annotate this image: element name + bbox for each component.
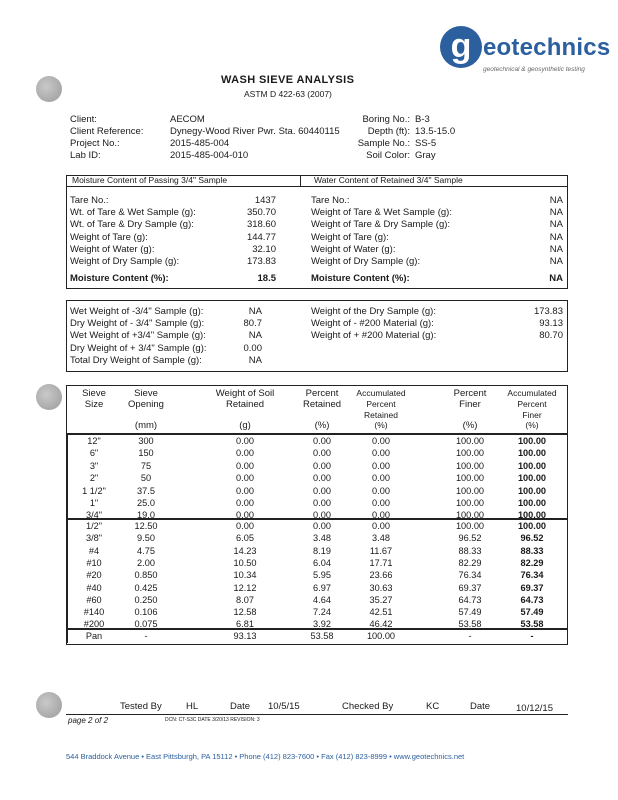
sieve-cell: 12.12 xyxy=(233,582,257,593)
sieve-header-cell: (%) xyxy=(314,420,330,432)
sieve-cell: 88.33 xyxy=(520,545,544,556)
sieve-cell: 100.00 xyxy=(517,473,547,484)
sieve-header-cell: Sieve xyxy=(134,388,158,399)
sieve-cell: 3/8" xyxy=(85,533,103,544)
sieve-header-cell: Accumulated xyxy=(507,388,557,398)
moisture-right-label: Weight of Water (g): xyxy=(311,243,396,255)
sieve-cell: 100.00 xyxy=(455,498,485,508)
sieve-cell: #20 xyxy=(86,570,102,581)
client-value: AECOM xyxy=(170,114,205,125)
sieve-header-cell: Sieve xyxy=(82,388,106,399)
sieve-header-cell: Weight of Soil xyxy=(215,388,275,399)
sieve-cell: 0.00 xyxy=(236,473,254,484)
moisture-right-label: Weight of Tare & Wet Sample (g): xyxy=(311,207,452,219)
sieve-cell: #4 xyxy=(88,545,100,556)
sieve-cell: 0.075 xyxy=(134,619,158,630)
moisture-right-total-label: Moisture Content (%): xyxy=(311,273,410,284)
sieve-header-cell: Opening xyxy=(128,398,164,410)
moisture-left-value: 350.70 xyxy=(246,207,276,219)
sieve-cell: 64.73 xyxy=(520,594,544,605)
sieve-cell: 6" xyxy=(89,448,99,459)
punch-hole-top xyxy=(36,76,62,102)
soil-color-value: Gray xyxy=(415,150,436,161)
sample-value: SS-5 xyxy=(415,138,437,149)
boring-label: Boring No.: xyxy=(362,114,410,125)
sieve-header-cell: Percent xyxy=(517,398,547,409)
sieve-cell: 0.00 xyxy=(372,436,390,446)
weights-left-value: NA xyxy=(248,330,262,342)
date-value-2: 10/12/15 xyxy=(516,703,553,714)
sieve-cell: 4.64 xyxy=(313,594,331,605)
sieve-cell: 100.00 xyxy=(517,485,547,496)
weights-left-value: NA xyxy=(248,354,262,366)
moisture-left-value: 318.60 xyxy=(246,219,276,231)
depth-label: Depth (ft): xyxy=(367,126,410,137)
weights-left-label: Wet Weight of +3/4" Sample (g): xyxy=(70,330,206,342)
sieve-cell: 57.49 xyxy=(520,607,544,618)
weights-right-label: Weight of - #200 Material (g): xyxy=(311,318,434,330)
sieve-cell: 2" xyxy=(89,473,99,484)
sieve-cell: 6.97 xyxy=(313,582,331,593)
moisture-left-label: Tare No.: xyxy=(70,195,109,206)
sieve-cell: 100.00 xyxy=(455,460,485,471)
sieve-cell: 0.00 xyxy=(313,510,331,521)
moisture-right-label: Tare No.: xyxy=(311,195,350,206)
sieve-cell: 100.00 xyxy=(455,521,485,531)
sieve-cell: 82.29 xyxy=(520,557,544,568)
sieve-cell: 0.00 xyxy=(313,521,331,531)
sieve-cell: 1 1/2" xyxy=(82,485,106,496)
sieve-cell: 96.52 xyxy=(520,533,544,544)
moisture-left-value: 144.77 xyxy=(246,231,276,243)
sieve-cell: 0.00 xyxy=(372,498,390,508)
sieve-header-cell: Percent xyxy=(305,388,339,399)
sieve-cell: 100.00 xyxy=(517,460,547,471)
sieve-cell: 96.52 xyxy=(458,533,482,544)
sieve-cell: 100.00 xyxy=(455,473,485,484)
project-value: 2015-485-004 xyxy=(170,138,230,149)
sieve-cell: 10.34 xyxy=(233,570,257,581)
sieve-cell: 0.00 xyxy=(313,473,331,484)
sieve-cell: #40 xyxy=(86,582,102,593)
sieve-header-cell: (%) xyxy=(525,420,539,431)
sieve-cell: 30.63 xyxy=(369,582,393,593)
sieve-header-cell: Finer xyxy=(522,409,542,420)
sieve-cell: 88.33 xyxy=(458,545,482,556)
sieve-cell: 0.850 xyxy=(134,570,158,581)
sieve-cell: 0.00 xyxy=(236,521,254,531)
sieve-cell: 7.24 xyxy=(313,607,331,618)
sieve-cell: 11.67 xyxy=(369,545,393,556)
client-ref-label: Client Reference: xyxy=(70,126,144,137)
sieve-cell: - xyxy=(468,631,472,641)
soil-color-label: Soil Color: xyxy=(366,150,410,161)
moisture-right-total-value: NA xyxy=(549,273,563,284)
sieve-cell: 0.00 xyxy=(372,448,390,459)
logo-wordmark: eotechnics xyxy=(483,34,611,61)
moisture-right-value: NA xyxy=(549,195,563,206)
sieve-cell: 300 xyxy=(138,436,154,446)
sieve-header-cell: (%) xyxy=(462,420,478,432)
checked-by-value: KC xyxy=(426,701,440,712)
sieve-cell: 100.00 xyxy=(517,498,547,508)
moisture-header-divider xyxy=(67,186,567,187)
sieve-cell: 100.00 xyxy=(366,631,396,641)
sieve-cell: 0.00 xyxy=(236,448,254,459)
moisture-right-value: NA xyxy=(549,219,563,231)
sieve-cell: 19.0 xyxy=(137,510,155,521)
sieve-cell: 0.00 xyxy=(236,510,254,521)
sieve-cell: 37.5 xyxy=(137,485,155,496)
sieve-cell: 6.05 xyxy=(236,533,254,544)
weights-left-value: 0.00 xyxy=(243,342,262,354)
sieve-cell: 0.00 xyxy=(236,498,254,508)
sieve-cell: 0.425 xyxy=(134,582,158,593)
sieve-cell: 0.00 xyxy=(313,448,331,459)
sieve-cell: 10.50 xyxy=(233,557,257,568)
sieve-header-divider xyxy=(66,433,567,435)
moisture-right-value: NA xyxy=(549,207,563,219)
sieve-cell: 8.07 xyxy=(236,594,254,605)
sieve-cell: 0.00 xyxy=(313,498,331,508)
sieve-header-cell: (%) xyxy=(374,420,388,431)
sieve-cell: 3.92 xyxy=(313,619,331,630)
sieve-cell: 23.66 xyxy=(369,570,393,581)
sieve-cell: 64.73 xyxy=(458,594,482,605)
date-value-1: 10/5/15 xyxy=(268,701,300,712)
sieve-cell: 6.81 xyxy=(236,619,254,630)
sieve-cell: 42.51 xyxy=(369,607,393,618)
sieve-cell: 100.00 xyxy=(517,510,547,521)
moisture-left-title: Moisture Content of Passing 3/4" Sample xyxy=(72,175,228,185)
sieve-cell: 0.00 xyxy=(372,485,390,496)
depth-value: 13.5-15.0 xyxy=(415,126,456,137)
sieve-cell: 5.95 xyxy=(313,570,331,581)
moisture-left-label: Weight of Dry Sample (g): xyxy=(70,256,180,267)
sieve-header-cell: (g) xyxy=(239,420,251,432)
sample-label: Sample No.: xyxy=(357,138,410,149)
sieve-cell: 0.250 xyxy=(134,594,158,605)
page-number: page 2 of 2 xyxy=(68,716,109,725)
sieve-cell: 100.00 xyxy=(455,510,485,521)
sieve-cell: 100.00 xyxy=(517,436,547,446)
moisture-left-label: Wt. of Tare & Dry Sample (g): xyxy=(70,219,194,231)
moisture-right-value: NA xyxy=(549,243,563,255)
weights-left-label: Dry Weight of - 3/4" Sample (g): xyxy=(70,318,205,330)
sieve-cell: 100.00 xyxy=(455,485,485,496)
sieve-cell: 0.00 xyxy=(372,460,390,471)
tested-by-label: Tested By xyxy=(120,701,162,712)
weights-right-value: 80.70 xyxy=(539,330,563,342)
moisture-left-total-label: Moisture Content (%): xyxy=(70,273,169,284)
sieve-cell: 53.58 xyxy=(310,631,334,641)
client-label: Client: xyxy=(70,114,97,125)
sieve-cell: 100.00 xyxy=(517,448,547,459)
lab-id-value: 2015-485-004-010 xyxy=(170,150,249,161)
page-title: WASH SIEVE ANALYSIS xyxy=(221,74,355,86)
tested-by-value: HL xyxy=(186,701,199,712)
sieve-cell: 6.04 xyxy=(313,557,331,568)
sieve-header-cell: Accumulated xyxy=(356,388,406,398)
sieve-cell: 0.00 xyxy=(313,460,331,471)
sieve-cell: 35.27 xyxy=(369,594,393,605)
sieve-cell: 0.00 xyxy=(236,485,254,496)
punch-hole-bottom xyxy=(36,692,62,718)
moisture-left-value: 32.10 xyxy=(252,243,276,255)
sieve-cell: 3.48 xyxy=(313,533,331,544)
sieve-cell: 93.13 xyxy=(233,631,257,641)
sieve-cell: 0.00 xyxy=(372,510,390,521)
weights-right-label: Weight of the Dry Sample (g): xyxy=(311,306,436,317)
company-address: 544 Braddock Avenue • East Pittsburgh, PA 15112 • Phone (412) 823-7600 • Fax (412) 823-8999 • www.geotechnics.net xyxy=(66,752,465,761)
sieve-header-cell: Percent xyxy=(366,398,396,409)
weights-left-value: NA xyxy=(248,306,262,317)
document-code: DCN: CT-S3C DATE 3/20/13 REVISION: 3 xyxy=(165,717,260,723)
weights-left-value: 80.7 xyxy=(243,318,262,330)
footer-rule xyxy=(66,714,568,715)
client-ref-value: Dynegy-Wood River Pwr. Sta. 60440115 xyxy=(170,126,340,137)
sieve-header-cell: Size xyxy=(84,398,104,410)
sieve-cell: #60 xyxy=(86,594,102,605)
sieve-header-cell: Percent xyxy=(453,388,487,399)
sieve-cell: 8.19 xyxy=(313,545,331,556)
moisture-left-value: 173.83 xyxy=(246,256,276,267)
weights-right-label: Weight of + #200 Material (g): xyxy=(311,330,437,342)
sieve-cell: 12.58 xyxy=(233,607,257,618)
weights-right-value: 93.13 xyxy=(539,318,563,330)
sieve-cell: 69.37 xyxy=(520,582,544,593)
sieve-cell: 0.00 xyxy=(236,436,254,446)
sieve-cell: 14.23 xyxy=(233,545,257,556)
sieve-cell: 12.50 xyxy=(134,521,158,531)
weights-right-value: 173.83 xyxy=(533,306,563,317)
date-label-1: Date xyxy=(230,701,251,712)
project-label: Project No.: xyxy=(70,138,120,149)
sieve-cell: Pan xyxy=(85,631,103,641)
sieve-cell: #200 xyxy=(83,619,105,630)
sieve-cell: 1/2" xyxy=(85,521,103,531)
sieve-cell: 75 xyxy=(140,460,152,471)
moisture-right-label: Weight of Tare (g): xyxy=(311,231,389,243)
sieve-cell: 3" xyxy=(89,460,99,471)
page-subtitle: ASTM D 422-63 (2007) xyxy=(244,89,332,99)
sieve-cell: 0.00 xyxy=(372,521,390,531)
sieve-cell: - xyxy=(144,631,148,641)
moisture-right-title: Water Content of Retained 3/4" Sample xyxy=(314,175,463,185)
sieve-cell: 0.00 xyxy=(372,473,390,484)
sieve-cell: 0.00 xyxy=(313,436,331,446)
sieve-header-cell: (mm) xyxy=(134,420,158,432)
sieve-header-cell: Retained xyxy=(225,398,265,410)
date-label-2: Date xyxy=(470,701,491,712)
moisture-left-label: Weight of Water (g): xyxy=(70,243,155,255)
sieve-cell: 69.37 xyxy=(458,582,482,593)
moisture-right-value: NA xyxy=(549,231,563,243)
logo-icon: g xyxy=(440,26,482,68)
moisture-right-value: NA xyxy=(549,256,563,267)
sieve-cell: 150 xyxy=(138,448,154,459)
moisture-title-divider xyxy=(300,175,301,186)
sieve-cell: 25.0 xyxy=(137,498,155,508)
sieve-cell: - xyxy=(530,631,534,641)
sieve-cell: 100.00 xyxy=(455,436,485,446)
moisture-left-label: Weight of Tare (g): xyxy=(70,231,148,243)
punch-hole-middle xyxy=(36,384,62,410)
checked-by-label: Checked By xyxy=(342,701,394,712)
sieve-cell: 100.00 xyxy=(517,521,547,531)
sieve-cell: 0.00 xyxy=(313,485,331,496)
sieve-cell: 1" xyxy=(89,498,99,508)
sieve-cell: #10 xyxy=(86,557,102,568)
weights-left-label: Dry Weight of + 3/4" Sample (g): xyxy=(70,342,207,354)
moisture-right-label: Weight of Dry Sample (g): xyxy=(311,256,421,267)
weights-left-label: Total Dry Weight of Sample (g): xyxy=(70,354,202,366)
moisture-left-value: 1437 xyxy=(254,195,276,206)
sieve-left-bar xyxy=(66,433,68,643)
sieve-cell: 76.34 xyxy=(520,570,544,581)
boring-value: B-3 xyxy=(415,114,430,125)
moisture-right-label: Weight of Tare & Dry Sample (g): xyxy=(311,219,451,231)
sieve-cell: 3.48 xyxy=(372,533,390,544)
sieve-cell: 9.50 xyxy=(137,533,155,544)
sieve-cell: 53.58 xyxy=(458,619,482,630)
logo-tagline: geotechnical & geosynthetic testing xyxy=(483,66,585,73)
sieve-cell: 2.00 xyxy=(137,557,155,568)
sieve-header-cell: Retained xyxy=(302,398,342,410)
sieve-cell: 17.71 xyxy=(369,557,393,568)
sieve-cell: 46.42 xyxy=(369,619,393,630)
lab-id-label: Lab ID: xyxy=(70,150,101,161)
sieve-cell: #140 xyxy=(83,607,105,618)
weights-left-label: Wet Weight of -3/4" Sample (g): xyxy=(70,306,204,317)
sieve-cell: 0.00 xyxy=(236,460,254,471)
sieve-header-cell: Finer xyxy=(459,398,481,410)
sieve-cell: 100.00 xyxy=(455,448,485,459)
moisture-left-label: Wt. of Tare & Wet Sample (g): xyxy=(70,207,196,219)
sieve-cell: 76.34 xyxy=(458,570,482,581)
moisture-left-total-value: 18.5 xyxy=(257,273,276,284)
sieve-cell: 50 xyxy=(140,473,152,484)
sieve-cell: 82.29 xyxy=(458,557,482,568)
sieve-cell: 3/4" xyxy=(85,510,103,521)
sieve-cell: 4.75 xyxy=(137,545,155,556)
sieve-cell: 0.106 xyxy=(134,607,158,618)
sieve-cell: 53.58 xyxy=(520,619,544,630)
sieve-cell: 12" xyxy=(87,436,101,446)
sieve-header-cell: Retained xyxy=(363,409,399,420)
sieve-cell: 57.49 xyxy=(458,607,482,618)
